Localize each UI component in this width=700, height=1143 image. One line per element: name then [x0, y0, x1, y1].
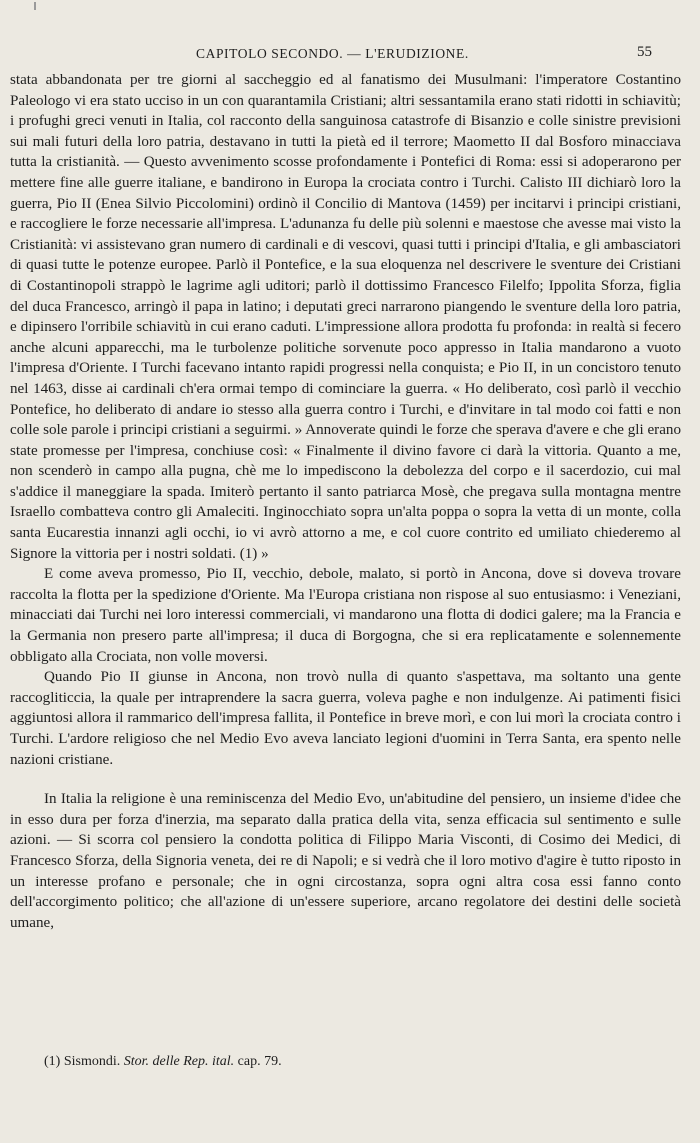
- paragraph: In Italia la religione è una reminiscenza del Medio Evo, un'abitudine del pensiero, un insieme d'idee che in esso dura per forza d'inerzia, ma separato dalla pratica della vita, senza efficacia sul sentimento e sulle azioni. — Si scorra col pensiero la condotta politica di Filippo Maria Visconti, di Cosimo dei Medici, di Francesco Sforza, della Signoria veneta, dei re di Napoli; e si vedrà che il loro motivo d'agire è tutto riposto in un interesse profano e personale; che in ogni circostanza, sopra ogni altra cosa essi fanno conto dell'accorgimento politico; che all'azione di un'essere superiore, arcano regolatore dei destini delle società umane,: [10, 791, 681, 931]
- running-header: [0, 46, 700, 66]
- running-title: CAPITOLO SECONDO. — L'ERUDIZIONE.: [196, 46, 469, 61]
- footnote: [44, 1054, 282, 1070]
- body-text: [10, 70, 681, 933]
- page-number: 55: [637, 44, 652, 60]
- paragraph: stata abbandonata per tre giorni al saccheggio ed al fanatismo dei Musulmani: l'imperatore Costantino Paleologo vi era stato ucciso in un con quarantamila Cristiani; altri sessantamila erano stati ridotti in schiavitù; i profughi greci venuti in Italia, col racconto della sanguinosa catastrofe di Bisanzio e colle sinistre previsioni sui mali futuri della loro patria, destavano in tutti la pietà ed il terrore; Maometto II dal Bosforo minacciava tutta la cristianità. — Questo avvenimento scosse profondamente i Pontefici di Roma: essi si adoperarono per mettere fine alle guerre italiane, e bandirono in Europa la crociata contro i Turchi. Calisto III dichiarò loro la guerra, Pio II (Enea Silvio Piccolomini) ordinò il Concilio di Mantova (1459) per incitarvi i principi cristiani, e raccogliere le forze necessarie all'impresa. L'adunanza fu delle più solenni e maestose che avesse mai visto la Cristianità: vi assistevano gran numero di cardinali e di vescovi, quasi tutti i principi d'Italia, e gli ambasciatori di quasi tutte le potenze europee. Parlò il Pontefice, e la sua eloquenza nel descrivere le sventure dei Cristiani di Costantinopoli strappò le lagrime agli uditori; parlò il dottissimo Francesco Filelfo; Ippolita Sforza, figlia del duca Francesco, arringò il papa in latino; i deputati greci narrarono piangendo le sventure della loro patria, e dipinsero l'orribile schiavitù in cui erano caduti. L'impressione allora prodotta fu profonda: in realtà si fecero anche alcuni apparecchi, ma le turbolenze politiche sorvenute poco appresso in Italia mandarono a vuoto l'impresa d'Oriente. I Turchi facevano intanto rapidi progressi nella conquista; e Pio II, in un concistoro tenuto nel 1463, disse ai cardinali ch'era ormai tempo di cominciare la guerra. « Ho deliberato, così parlò il vecchio Pontefice, ho deliberato di andare io stesso alla guerra contro i Turchi, e d'invitare in tal modo coi fatti e non colle sole parole i principi cristiani a seguirmi. » Annoverate quindi le forze che sperava d'avere e che gli erano state promesse per l'impresa, conchiuse così: « Finalmente il divino favore ci darà la vittoria. Quanto a me, non scenderò in campo alla pugna, chè me lo impediscono la debolezza del corpo e il sacerdozio, cui mal s'addice il maneggiare la spada. Imiterò pertanto il santo patriarca Mosè, che pregava sulla montagna mentre Israello combatteva contro gli Amaleciti. Inginocchiato sopra un'alta poppa o sopra la vetta di un monte, colla santa Eucarestia innanzi agli occhi, io vi avrò attorno a me, e col cuore contrito ed umiliato chiederemo al Signore la vittoria per i nostri soldati. (1) »: [10, 72, 681, 562]
- paragraph: Quando Pio II giunse in Ancona, non trovò nulla di quanto s'aspettava, ma soltanto una gente raccogliticcia, la quale per intraprendere la sacra guerra, voleva paghe e non indulgenze. Ai patimenti fisici aggiuntosi allora il rammarico dell'impresa fallita, il Pontefice in breve morì, e con lui morì la crociata contro i Turchi. L'ardore religioso che nel Medio Evo aveva lanciato legioni d'uomini in Terra Santa, era spento nelle nazioni cristiane.: [10, 669, 681, 768]
- footnote-marker: (1) Sismondi.: [44, 1054, 121, 1069]
- footnote-title: Stor. delle Rep. ital.: [123, 1054, 235, 1069]
- footnote-reference: cap. 79.: [237, 1054, 282, 1069]
- scan-mark: [34, 2, 36, 10]
- paragraph: E come aveva promesso, Pio II, vecchio, debole, malato, si portò in Ancona, dove si doveva trovare raccolta la flotta per la spedizione d'Oriente. Ma l'Europa cristiana non rispose al suo entusiasmo: i Veneziani, minacciati dai Turchi nei loro interessi commerciali, vi mandarono una flotta di dodici galere; ma la Francia e la Germania non presero parte all'impresa; il duca di Borgogna, che si era replicatamente e solennemente obbligato alla Crociata, non volle moversi.: [10, 566, 681, 665]
